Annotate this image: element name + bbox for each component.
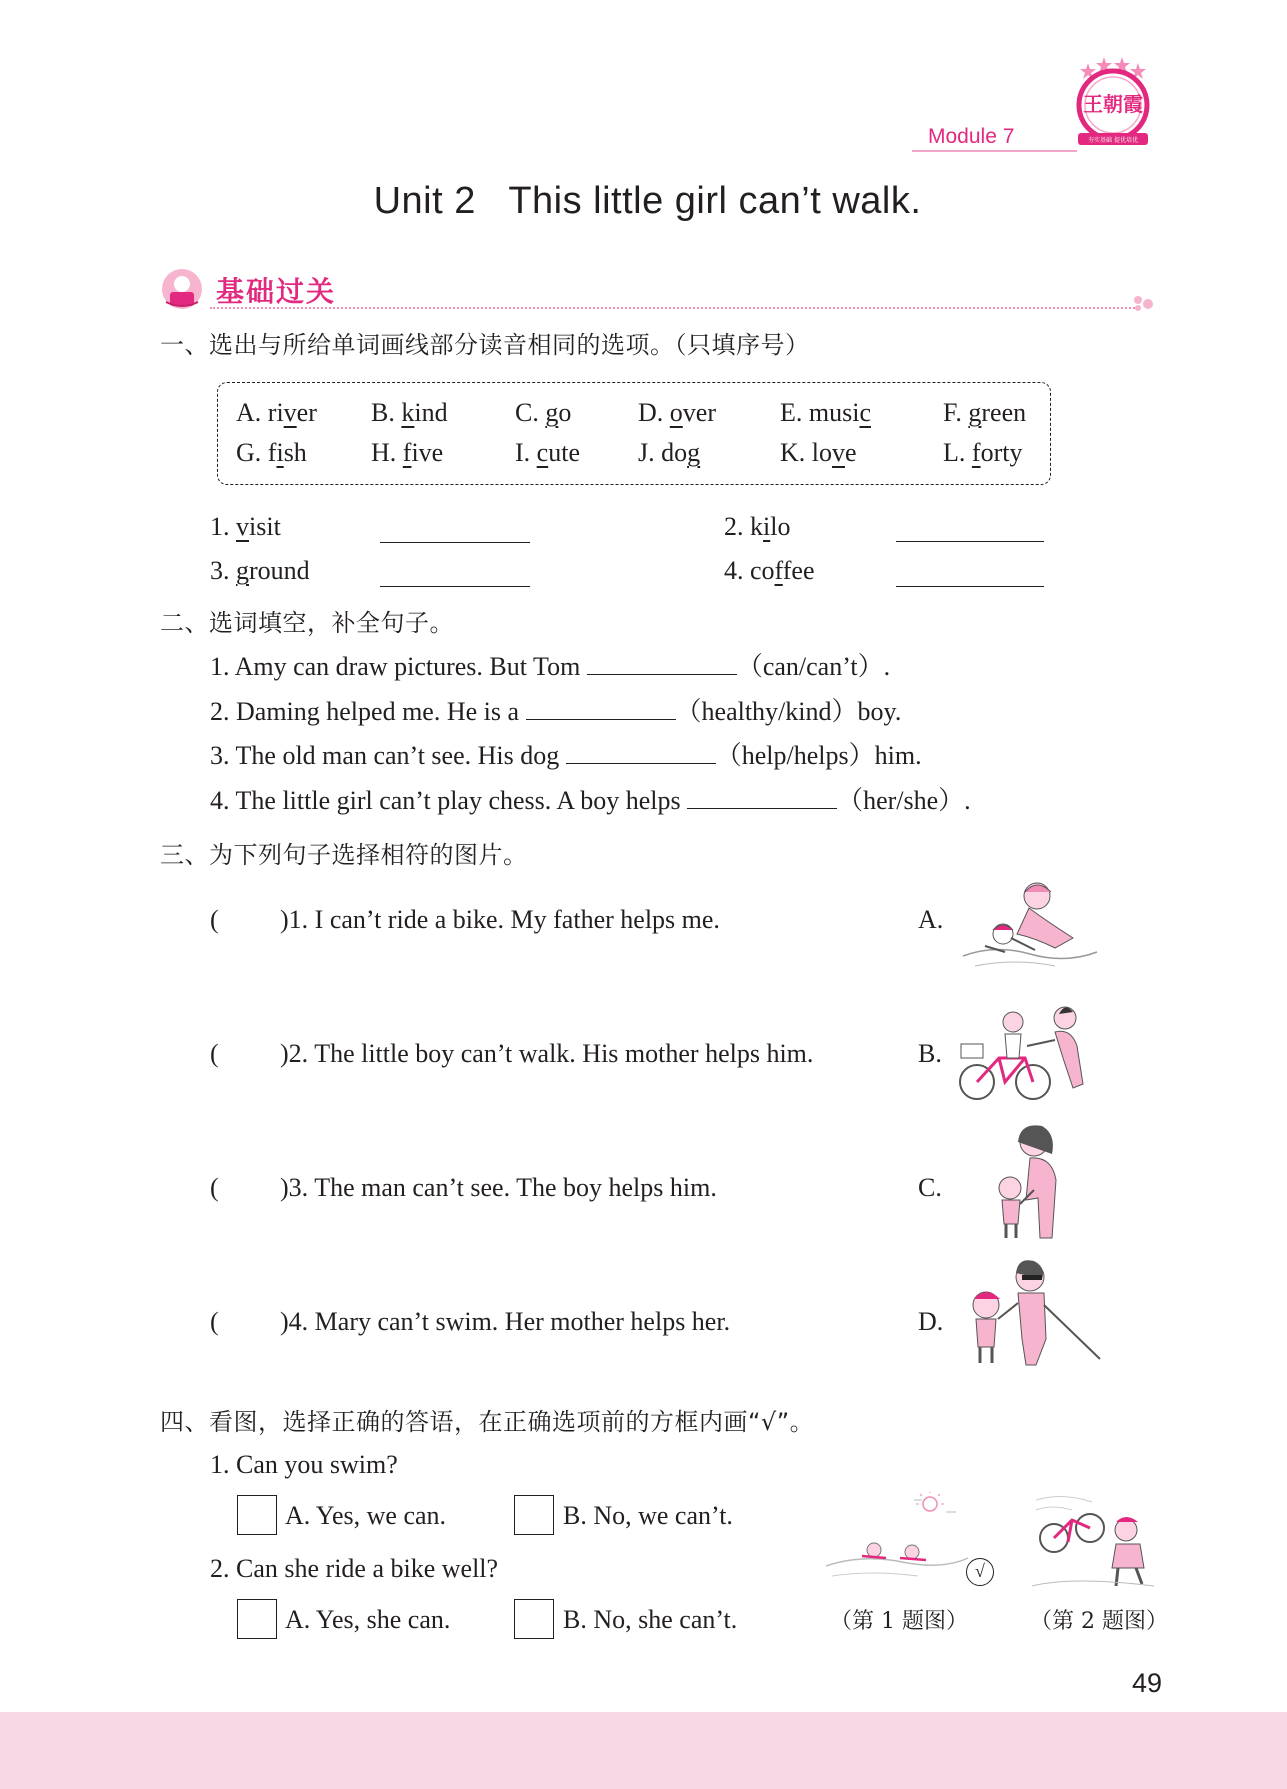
sentence-text: 2. Daming helped me. He is a [210, 697, 526, 726]
word-part: f [267, 438, 277, 467]
word-choices: （help/helps）him. [715, 741, 922, 770]
word-part: ive [411, 438, 444, 467]
fill-sentence [210, 652, 890, 682]
answer-blank[interactable] [526, 697, 676, 720]
figure-2-bike-fall [1032, 1492, 1157, 1592]
option-item [371, 398, 448, 428]
word-choices: （can/can’t）. [736, 652, 891, 681]
word-part: 4. [724, 556, 750, 585]
section4-heading: 四、看图，选择正确的答语，在正确选项前的方框内画“√”。 [160, 1408, 815, 1436]
word-part: D. [638, 398, 670, 427]
section1-heading: 一、选出与所给单词画线部分读音相同的选项。（只填序号） [160, 331, 810, 359]
answer-paren[interactable]: ( [210, 1307, 219, 1336]
option-item [780, 438, 857, 468]
word-choices: （her/she）. [837, 786, 971, 815]
picture-c-walk-help [990, 1120, 1090, 1245]
word-part: G. [236, 438, 268, 467]
check-mark-circle [966, 1558, 994, 1586]
underlined-letters: v [283, 398, 297, 427]
word-part: I. [515, 438, 537, 467]
word-part: B. [371, 398, 402, 427]
word-part: lo [811, 438, 833, 467]
word-part: ind [414, 398, 448, 427]
word-part: do [661, 438, 688, 467]
question-word [724, 512, 790, 542]
picture-letter: A. [918, 905, 944, 934]
word-part: lo [770, 512, 791, 541]
word-part: A. [236, 398, 268, 427]
picture-a-swim-help [955, 878, 1105, 978]
fill-sentence [210, 741, 922, 771]
s4-q2-a-checkbox[interactable] [237, 1599, 277, 1639]
option-item [943, 438, 1022, 468]
answer-blank[interactable] [566, 741, 716, 764]
word-part: 2. [724, 512, 750, 541]
answer-blank[interactable] [587, 652, 737, 675]
word-part: e [845, 438, 857, 467]
sentence-text: 4. The little girl can’t play chess. A boy helps [210, 786, 688, 815]
word-part: E. [780, 398, 809, 427]
picture-letter: C. [918, 1173, 942, 1202]
word-part: ri [267, 398, 284, 427]
section3-heading: 三、为下列句子选择相符的图片。 [160, 841, 528, 869]
figure-1-caption: （第 1 题图） [830, 1609, 968, 1634]
option-item [236, 398, 317, 428]
s4-q2-b-label: B. No, she can’t. [563, 1605, 738, 1634]
word-part: co [750, 556, 775, 585]
option-item [515, 398, 571, 428]
option-item [371, 438, 443, 468]
underlined-letters: f [402, 438, 412, 467]
fill-sentence [210, 697, 901, 727]
banner-dots [1132, 294, 1162, 312]
page-bottom-band [0, 1712, 1287, 1789]
word-part: sh [283, 438, 307, 467]
module-underline [912, 150, 1077, 152]
section2-heading: 二、选词填空，补全句子。 [160, 609, 454, 637]
underlined-letters: g [687, 438, 701, 467]
word-part: H. [371, 438, 403, 467]
underlined-letters: v [832, 438, 846, 467]
s4-question-2: 2. Can she ride a bike well? [210, 1554, 499, 1583]
match-sentence: )4. Mary can’t swim. Her mother helps her. [280, 1307, 731, 1336]
banner-icon [158, 266, 208, 312]
brand-name: 王朝霞 [1083, 92, 1143, 116]
word-part: L. [943, 438, 972, 467]
figure-2-caption: （第 2 题图） [1030, 1609, 1168, 1634]
module-label: Module 7 [928, 125, 1015, 148]
word-part: reen [981, 398, 1027, 427]
s4-question-1: 1. Can you swim? [210, 1450, 398, 1479]
sentence-text: 1. Amy can draw pictures. But Tom [210, 652, 587, 681]
s4-q1-b-checkbox[interactable] [514, 1495, 554, 1535]
question-word [210, 512, 281, 542]
option-item [780, 398, 871, 428]
word-part: F. [943, 398, 969, 427]
underlined-letters: f [971, 438, 981, 467]
word-part: isit [249, 512, 281, 541]
answer-blank[interactable] [896, 541, 1044, 542]
word-part: 1. [210, 512, 236, 541]
underlined-letters: i [763, 512, 771, 541]
page-number: 49 [1132, 1668, 1163, 1698]
underlined-letters: g [545, 398, 559, 427]
match-sentence: )3. The man can’t see. The boy helps him. [280, 1173, 717, 1202]
word-part: ute [548, 438, 580, 467]
underlined-letters: o [669, 398, 683, 427]
answer-blank[interactable] [380, 586, 530, 587]
underlined-letters: g [236, 556, 249, 585]
sentence-text: 3. The old man can’t see. His dog [210, 741, 566, 770]
option-item [638, 438, 700, 468]
word-part: k [750, 512, 763, 541]
word-part: ver [682, 398, 716, 427]
word-part: K. [780, 438, 812, 467]
picture-d-blind-man [960, 1255, 1110, 1370]
underlined-letters: v [236, 512, 249, 541]
option-item [638, 398, 716, 428]
word-part: 3. [210, 556, 236, 585]
match-sentence: )2. The little boy can’t walk. His mother helps him. [280, 1039, 814, 1068]
word-part: orty [980, 438, 1023, 467]
answer-paren[interactable]: ( [210, 1173, 219, 1202]
match-sentence: )1. I can’t ride a bike. My father helps me. [280, 905, 720, 934]
fill-sentence [210, 786, 971, 816]
page-title: Unit 2 This little girl can’t walk. [373, 180, 922, 222]
option-item [515, 438, 580, 468]
word-part: C. [515, 398, 546, 427]
answer-blank[interactable] [380, 542, 530, 543]
word-part: musi [808, 398, 860, 427]
picture-letter: D. [918, 1307, 944, 1336]
answer-blank[interactable] [896, 586, 1044, 587]
banner-label: 基础过关 [216, 275, 337, 308]
question-word [210, 556, 310, 586]
picture-letter: B. [918, 1039, 942, 1068]
underlined-letters: k [401, 398, 415, 427]
word-part: J. [638, 438, 662, 467]
underlined-letters: c [536, 438, 549, 467]
s4-q1-a-label: A. Yes, we can. [285, 1501, 447, 1530]
underlined-letters: f [774, 556, 783, 585]
answer-blank[interactable] [687, 786, 837, 809]
underlined-letters: c [859, 398, 872, 427]
brand-tagline: 夯实基础 提优培优 [1088, 137, 1138, 144]
question-word [724, 556, 815, 586]
picture-b-bike-help [955, 1000, 1105, 1105]
s4-q2-b-checkbox[interactable] [514, 1599, 554, 1639]
word-part: fee [782, 556, 815, 585]
figure-1-swimming [822, 1492, 972, 1587]
word-part: round [249, 556, 310, 585]
s4-q2-a-label: A. Yes, she can. [285, 1605, 451, 1634]
options-box [217, 382, 1051, 485]
option-item [943, 398, 1026, 428]
underlined-letters: g [968, 398, 982, 427]
answer-paren[interactable]: ( [210, 1039, 219, 1068]
word-part: er [296, 398, 317, 427]
check-mark: √ [975, 1561, 985, 1581]
s4-q1-b-label: B. No, we can’t. [563, 1501, 733, 1530]
s4-q1-a-checkbox[interactable] [237, 1495, 277, 1535]
word-part: o [558, 398, 572, 427]
banner-dotted-line [210, 307, 1135, 309]
answer-paren[interactable]: ( [210, 905, 219, 934]
underlined-letters: i [276, 438, 284, 467]
option-item [236, 438, 307, 468]
word-choices: （healthy/kind）boy. [675, 697, 902, 726]
